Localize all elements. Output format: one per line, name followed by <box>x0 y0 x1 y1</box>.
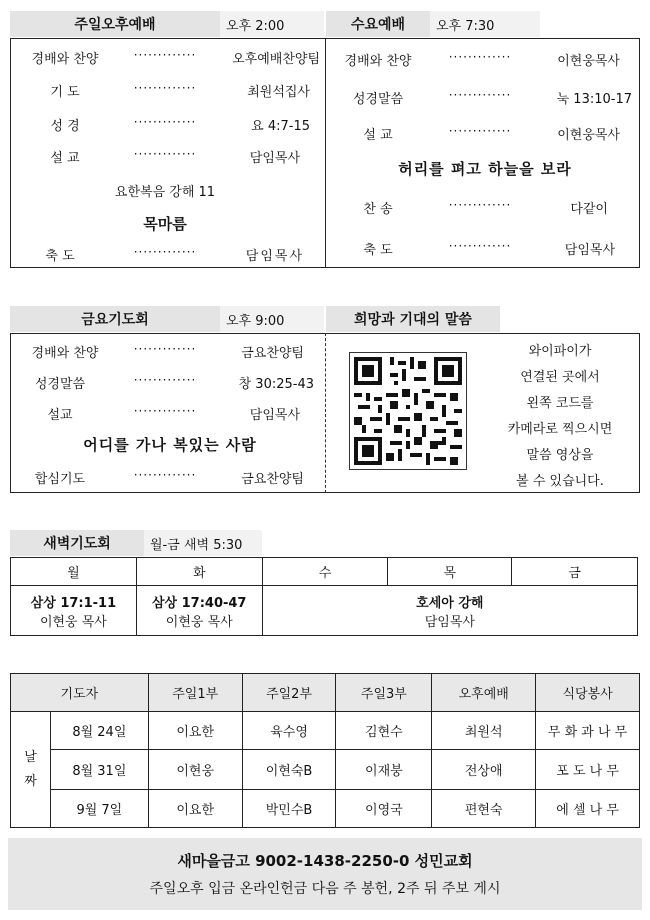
sunday-series: 요한복음 강해 11 <box>114 185 216 200</box>
dawn-schedule-table <box>10 557 638 636</box>
dawn-day-header: 월 <box>11 558 137 586</box>
sunday-row-dots: ············· <box>133 81 197 95</box>
wednesday-row-label: 설 교 <box>363 128 393 143</box>
wednesday-row-dots: ············· <box>448 239 512 253</box>
table-cell: 육수영 <box>242 712 336 750</box>
dawn-preacher: 담임목사 <box>424 614 475 630</box>
friday-row-dots: ············· <box>133 342 197 356</box>
vertical-divider <box>325 38 326 268</box>
sunday-row-label: 성 경 <box>50 119 80 134</box>
table-cell-date: 8월 24일 <box>50 712 148 750</box>
dawn-passage: 삼상 17:1-11 <box>30 595 117 611</box>
wednesday-row-value: 눅 13:10-17 <box>556 92 632 107</box>
offering-note: 주일오후 입금 온라인헌금 다음 주 봉헌, 2주 뒤 주보 게시 <box>149 881 501 897</box>
qr-code-image[interactable] <box>349 352 467 470</box>
friday-closing-value: 금요찬양팀 <box>241 472 304 487</box>
friday-title: 금요기도회 <box>10 306 220 332</box>
table-cell: 에 셀 나 무 <box>536 790 640 828</box>
wednesday-row-label: 찬 송 <box>363 202 393 217</box>
table-cell: 김현수 <box>336 712 432 750</box>
sunday-time: 오후 2:00 <box>220 11 324 37</box>
table-cell: 이요한 <box>148 712 242 750</box>
sunday-benediction-label: 축 도 <box>45 249 75 264</box>
wednesday-row-dots: ············· <box>448 88 512 102</box>
friday-closing-label: 합심기도 <box>34 472 86 487</box>
hope-line: 카메라로 찍으시면 <box>507 422 613 437</box>
table-cell: 이현숙B <box>242 750 336 790</box>
friday-row-label: 설교 <box>47 408 73 423</box>
sunday-title: 주일오후예배 <box>10 11 220 37</box>
hope-line: 와이파이가 <box>528 344 592 359</box>
wednesday-row-label: 축 도 <box>363 243 393 258</box>
hope-line: 연결된 곳에서 <box>520 370 600 385</box>
table-cell: 이요한 <box>148 790 242 828</box>
hope-line: 말씀 영상을 <box>526 448 594 463</box>
wednesday-row-value: 담임목사 <box>564 243 615 258</box>
table-header: 주일3부 <box>336 674 432 712</box>
sunday-benediction-value: 담임목사 <box>245 249 304 264</box>
sunday-row-dots: ············· <box>133 48 197 62</box>
sunday-row-value: 최원석집사 <box>247 85 310 100</box>
dawn-preacher: 이현웅 목사 <box>165 614 233 630</box>
wednesday-title: 수요예배 <box>326 11 430 37</box>
hope-title: 희망과 기대의 말씀 <box>326 306 500 332</box>
offering-footer <box>8 838 642 910</box>
table-header: 식당봉사 <box>536 674 640 712</box>
sunday-row-value: 담임목사 <box>249 151 300 166</box>
table-header: 주일1부 <box>148 674 242 712</box>
wednesday-row-label: 경배와 찬양 <box>344 54 412 69</box>
friday-row-label: 성경말씀 <box>34 377 86 392</box>
sunday-benediction-dots: ············· <box>133 245 197 259</box>
friday-row-dots: ············· <box>133 404 197 418</box>
sunday-row-label: 기 도 <box>50 85 80 100</box>
table-cell: 무 화 과 나 무 <box>536 712 640 750</box>
wednesday-row-value: 이현웅목사 <box>557 128 620 143</box>
table-cell: 최원석 <box>432 712 536 750</box>
sunday-row-label: 설 교 <box>50 151 80 166</box>
table-cell: 박민수B <box>242 790 336 828</box>
friday-sermon-title: 어디를 가나 복있는 사람 <box>83 436 257 454</box>
dawn-day-header: 금 <box>512 558 638 586</box>
dawn-day-header: 목 <box>388 558 512 586</box>
sunday-row-label: 경배와 찬양 <box>31 52 99 67</box>
prayer-schedule-table <box>10 673 640 828</box>
wednesday-row-dots: ············· <box>448 50 512 64</box>
table-cell: 전상애 <box>432 750 536 790</box>
table-header: 오후예배 <box>432 674 536 712</box>
friday-row-value: 창 30:25-43 <box>238 377 314 392</box>
dawn-time: 월-금 새벽 5:30 <box>144 530 262 556</box>
wednesday-row-value: 다같이 <box>570 202 608 217</box>
dawn-passage: 삼상 17:40-47 <box>151 595 247 611</box>
hope-line: 왼쪽 코드를 <box>526 396 594 411</box>
dawn-preacher: 이현웅 목사 <box>39 614 107 630</box>
wednesday-row-label: 성경말씀 <box>352 92 404 107</box>
friday-row-value: 금요찬양팀 <box>241 346 304 361</box>
table-cell: 이재붕 <box>336 750 432 790</box>
wednesday-row-dots: ············· <box>448 198 512 212</box>
hope-line: 볼 수 있습니다. <box>516 474 604 489</box>
wednesday-row-value: 이현웅목사 <box>557 54 620 69</box>
sunday-row-value: 요 4:7-15 <box>251 119 310 134</box>
offering-account: 새마을금고 9002-1438-2250-0 성민교회 <box>177 852 473 870</box>
table-cell: 이영국 <box>336 790 432 828</box>
dawn-passage: 호세아 강해 <box>416 595 484 611</box>
sunday-row-value: 오후예배찬양팀 <box>232 52 320 67</box>
table-cell-date: 8월 31일 <box>50 750 148 790</box>
dawn-cell-mon <box>11 586 137 636</box>
friday-time: 오후 9:00 <box>220 306 324 332</box>
dawn-cell-wed-fri <box>262 586 637 636</box>
wednesday-time: 오후 7:30 <box>430 11 540 37</box>
dawn-day-header: 화 <box>136 558 262 586</box>
table-header: 기도자 <box>11 674 149 712</box>
friday-row-value: 담임목사 <box>249 408 300 423</box>
wednesday-sermon-title: 허리를 펴고 하늘을 보라 <box>398 160 572 178</box>
sunday-sermon-title: 목마름 <box>143 215 187 233</box>
wednesday-row-dots: ············· <box>448 124 512 138</box>
date-side-label: 날 짜 <box>11 712 51 828</box>
table-cell: 편현숙 <box>432 790 536 828</box>
friday-closing-dots: ············· <box>133 468 197 482</box>
friday-row-label: 경배와 찬양 <box>31 346 99 361</box>
table-cell: 포 도 나 무 <box>536 750 640 790</box>
dawn-day-header: 수 <box>262 558 388 586</box>
table-cell-date: 9월 7일 <box>50 790 148 828</box>
dawn-cell-tue <box>136 586 262 636</box>
dawn-title: 새벽기도회 <box>10 530 144 556</box>
table-header: 주일2부 <box>242 674 336 712</box>
sunday-row-dots: ············· <box>133 115 197 129</box>
sunday-row-dots: ············· <box>133 147 197 161</box>
table-cell: 이현웅 <box>148 750 242 790</box>
friday-row-dots: ············· <box>133 373 197 387</box>
vertical-dashed-divider <box>325 333 326 493</box>
